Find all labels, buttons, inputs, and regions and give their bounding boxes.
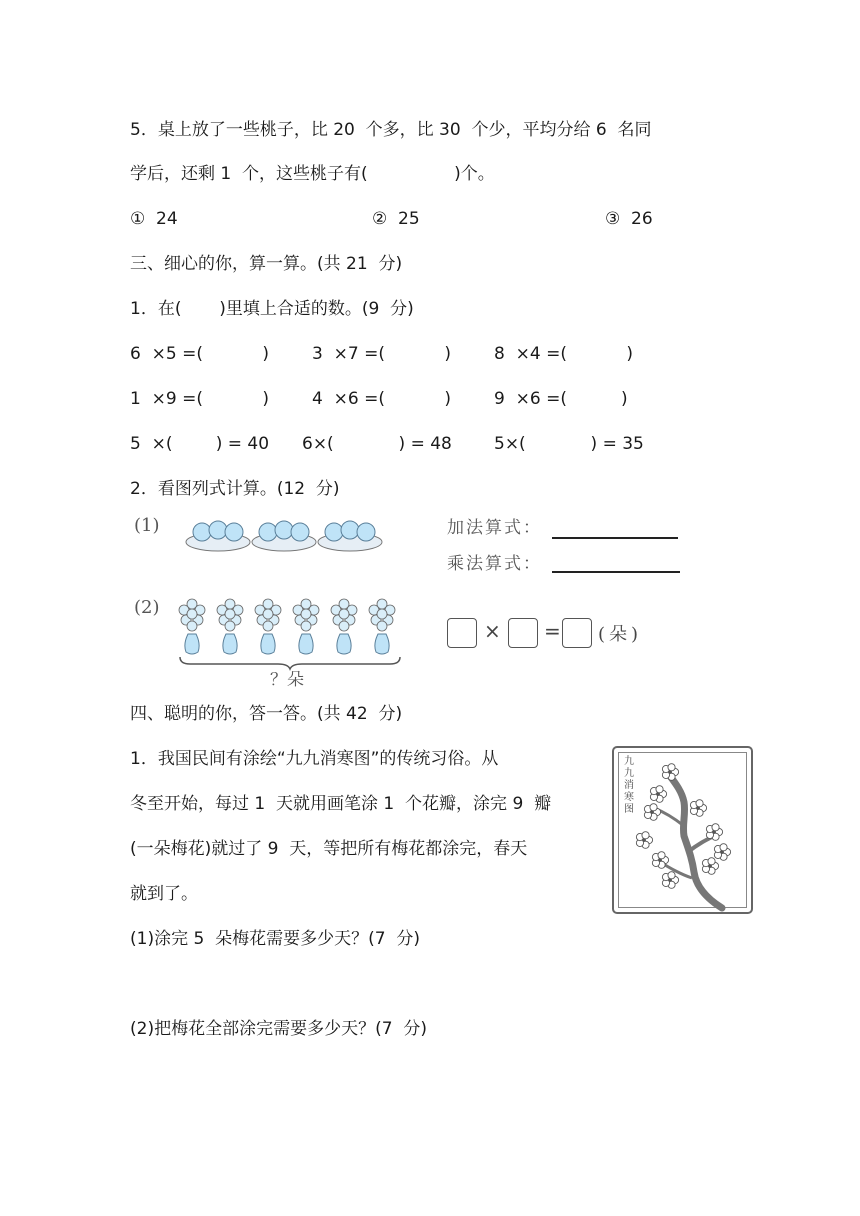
- section3-q1-title: 1．在( )里填上合适的数。(9 分): [130, 299, 414, 319]
- flower-icon: [225, 621, 235, 631]
- plum-blossom-icon: [706, 824, 722, 841]
- plum-blossom-icon: [650, 786, 666, 803]
- section4-q1-line-1: 1．我国民间有涂绘“九九消寒图”的传统习俗。从: [130, 749, 499, 769]
- section3-q2-title: 2．看图列式计算。(12 分): [130, 479, 340, 499]
- flower-icon: [377, 609, 387, 619]
- section4-sub-question-1: (1)涂完 5 朵梅花需要多少天？(7 分): [130, 929, 420, 949]
- q5-option-3[interactable]: ③ 26: [605, 209, 653, 229]
- q5-option-2[interactable]: ② 25: [372, 209, 420, 229]
- apple-icon: [357, 523, 375, 541]
- calc-r2-c3[interactable]: 9 ×6 =( ): [494, 389, 628, 409]
- plum-branch-icon: [614, 748, 751, 912]
- unit-label: (朵): [598, 624, 643, 645]
- plum-blossom-icon: [702, 858, 718, 875]
- vase-icon: [185, 634, 199, 654]
- plum-blossom-icon: [690, 800, 706, 817]
- vase-icon: [375, 634, 389, 654]
- vase-icon: [299, 634, 313, 654]
- calc-r2-c2[interactable]: 4 ×6 =( ): [312, 389, 452, 409]
- vase-icon: [223, 634, 237, 654]
- apple-icon: [209, 521, 227, 539]
- calc-r1-c3[interactable]: 8 ×4 =( ): [494, 344, 634, 364]
- flower-icon: [301, 621, 311, 631]
- flower-icon: [377, 621, 387, 631]
- fig2-label: (2): [134, 597, 160, 618]
- times-sign: ×: [484, 619, 501, 643]
- fig1-label: (1): [134, 515, 160, 536]
- factor-box-1[interactable]: [447, 618, 477, 648]
- calc-r3-c2[interactable]: 6×( ) = 48: [302, 434, 452, 454]
- plum-blossom-icon: [662, 872, 678, 889]
- apple-icon: [193, 523, 211, 541]
- flower-vases-figure: [176, 598, 406, 660]
- q5-line-1: 5．桌上放了一些桃子，比 20 个多，比 30 个少，平均分给 6 名同: [130, 120, 652, 140]
- flower-icon: [263, 621, 273, 631]
- flower-icon: [187, 621, 197, 631]
- q5-line-2: 学后，还剩 1 个，这些桃子有( )个。: [130, 164, 495, 184]
- apple-plates-figure: [184, 514, 384, 554]
- multiplication-label: 乘法算式：: [447, 554, 542, 574]
- section4-q1-line-3: (一朵梅花)就过了 9 天，等把所有梅花都涂完，春天: [130, 839, 528, 859]
- picture-title: 九九消寒图: [624, 756, 634, 815]
- vase-icon: [261, 634, 275, 654]
- apple-icon: [325, 523, 343, 541]
- flower-icon: [339, 621, 349, 631]
- equals-sign: =: [544, 619, 561, 643]
- plum-blossom-icon: [644, 804, 660, 821]
- section3-title: 三、细心的你，算一算。(共 21 分): [130, 254, 403, 274]
- section4-title: 四、聪明的你，答一答。(共 42 分): [130, 704, 403, 724]
- addition-answer-line[interactable]: [552, 537, 678, 539]
- calc-r2-c1[interactable]: 1 ×9 =( ): [130, 389, 270, 409]
- flower-icon: [225, 609, 235, 619]
- brace-label: ？朵: [270, 670, 304, 690]
- calc-r1-c2[interactable]: 3 ×7 =( ): [312, 344, 452, 364]
- apple-icon: [275, 521, 293, 539]
- product-box[interactable]: [562, 618, 592, 648]
- section4-sub-question-2: (2)把梅花全部涂完需要多少天？(7 分): [130, 1019, 427, 1039]
- section4-q1-line-4: 就到了。: [130, 884, 198, 904]
- factor-box-2[interactable]: [508, 618, 538, 648]
- plum-blossom-icon: [662, 764, 678, 781]
- calc-r1-c1[interactable]: 6 ×5 =( ): [130, 344, 270, 364]
- multiplication-answer-line[interactable]: [552, 571, 680, 573]
- calc-r3-c3[interactable]: 5×( ) = 35: [494, 434, 644, 454]
- section4-q1-line-2: 冬至开始，每过 1 天就用画笔涂 1 个花瓣，涂完 9 瓣: [130, 794, 552, 814]
- calc-r3-c1[interactable]: 5 ×( ) = 40: [130, 434, 270, 454]
- apple-icon: [225, 523, 243, 541]
- flower-icon: [339, 609, 349, 619]
- addition-label: 加法算式：: [447, 518, 542, 538]
- q5-option-1[interactable]: ① 24: [130, 209, 178, 229]
- plum-blossom-icon: [636, 832, 652, 849]
- flower-icon: [187, 609, 197, 619]
- plum-blossom-picture: [612, 746, 753, 914]
- apple-icon: [259, 523, 277, 541]
- flower-icon: [263, 609, 273, 619]
- vase-icon: [337, 634, 351, 654]
- flower-icon: [301, 609, 311, 619]
- plum-blossom-icon: [714, 844, 730, 861]
- apple-icon: [341, 521, 359, 539]
- brace-icon: [178, 655, 402, 669]
- apple-icon: [291, 523, 309, 541]
